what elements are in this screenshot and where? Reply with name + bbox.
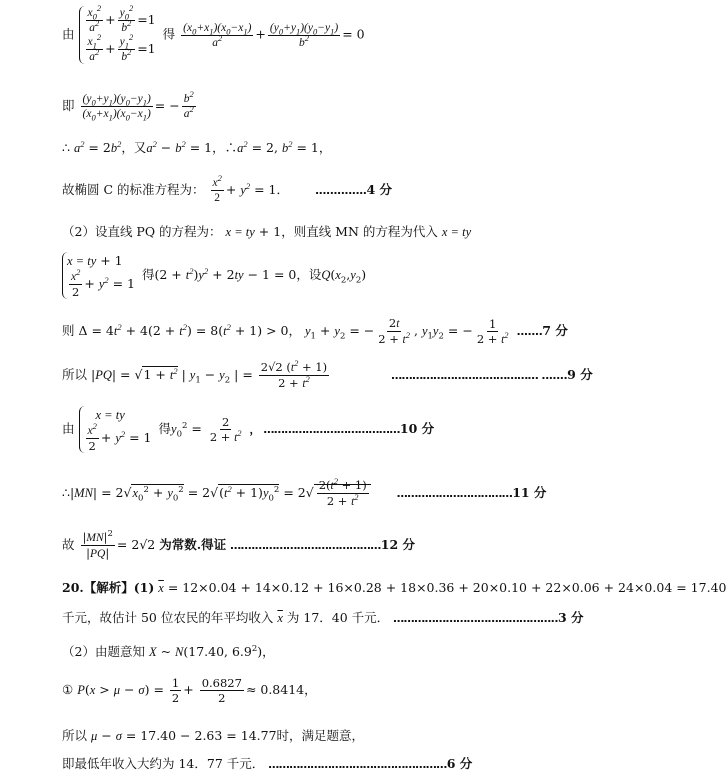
average-value: 为 17．40 千元． [286, 610, 390, 625]
score-7: 7 分 [542, 323, 568, 338]
ellipse-label: 故椭圆 C 的标准方程为： [62, 182, 205, 197]
text-you: 由 [62, 26, 75, 42]
final-answer-text: 即最低年收入大约为 14．77 千元． [62, 756, 265, 771]
part2-text: ，则直线 MN 的方程为代入 [281, 224, 438, 239]
conclusion-line: 故 $\frac{|MN|^2}{|PQ|}$ = 2√2 为常数.得证 …….………………………………12 分 [62, 529, 415, 560]
mu-sigma-line: 所以 μ − σ = 17.40 − 2.63 = 14.77时，满足题意， [62, 728, 365, 743]
dots: …………………………………… ....... [391, 369, 568, 382]
score-9: 9 分 [567, 367, 593, 382]
circle-one: ① [62, 682, 74, 697]
score-4: 4 分 [366, 182, 393, 197]
dots: ……………………………………….. [393, 612, 558, 625]
mn-length: ∴|MN| = $2√x_0^2 + y_0^2 = 2√(t^2 + 1)y_0^2 = 2√$ $\frac{2(t^2 + 1)}{2 + t^2}$ ……………………………11 分 [62, 476, 547, 508]
text-suoyi: 所以 [62, 728, 88, 743]
dots: …………………………………………… [268, 758, 447, 771]
text-ze: 则 [62, 323, 75, 338]
therefore-symbol: ∴ [62, 140, 70, 155]
part2-intro: （2）设直线 PQ 的方程为： x = ty + 1，则直线 MN 的方程为代入 x = ty [62, 224, 472, 239]
condition-text: 时，满足题意， [276, 728, 365, 743]
equation-ratio: 即 $\frac{(y_0+y_1)(y_0-y_1)}{(x_0+x_1)(x_0-x_1)}$ = − $\frac{b^2}{a^2}$ [62, 89, 194, 123]
equation-system-1: 由 $\frac{x_0^2}{a^2}$ + $\frac{y_0^2}{b^2}$ =1 $\frac{x_1^2}{a^2}$ + $\frac{y_1^2}{b^2}$ =1 得 $\frac{(x_0+x_1)(x_0-x_1)}{a^2}$ + $\frac{(y_0+y_1)(y_0-y_1)}{b^2}$ = 0 [62, 3, 365, 63]
equation-system-3: 由 x = ty $\frac{x^2}{2}$ + $y^2 = 1$ 得$y_0^2$ = $\frac{2}{2 + t^2}$ ， …………………………………10 分 [62, 408, 435, 453]
problem-20-line: 20.【解析】(1) $\overline{x} = 12\times 0.04 + 14\times 0.12 + 16\times 0.28 + 18\times 0.36 + 20\times 0.10 + 22\times 0.06 + 24\times 0.04 = 17.40$ [62, 580, 726, 595]
score-6: 6 分 [446, 756, 473, 771]
delta-line: 则 $\Delta = 4t^2 + 4(2 + t^2) = 8(t^2 + 1) > 0$， $y_1 + y_2$ = − $\frac{2t}{2 + t^2}$ , $y_1y_2$ = − $\frac{1}{2 + t^2}$ .......7 分 [62, 316, 568, 346]
text-de: 得 [141, 267, 155, 282]
score-12: 12 分 [380, 537, 415, 552]
dots: ， ………………………………… [249, 423, 400, 436]
dots: …………………………… [396, 487, 513, 500]
part2-label: （2）由题意知 [62, 644, 145, 659]
brace-system: $\frac{x_0^2}{a^2}$ + $\frac{y_0^2}{b^2}$ =1 $\frac{x_1^2}{a^2}$ + $\frac{y_1^2}{b^2}$ =1 [79, 6, 156, 64]
average-income-line: 千元，故估计 50 位农民的年平均收入 $\overline{x}$ 为 17．40 千元． ………………………………………..3 分 [62, 610, 584, 625]
part2-label: （2）设直线 PQ 的方程为： [62, 224, 222, 239]
average-text: 千元，故估计 50 位农民的年平均收入 [62, 610, 274, 625]
dots: …….……………………………… [230, 539, 381, 552]
text-you: 由 [62, 421, 75, 436]
text-you-again: ，又 [121, 140, 147, 155]
problem-number: 20. [62, 580, 84, 595]
equation-system-2: x = ty + 1 $\frac{x^2}{2}$ + $y^2 = 1$ 得$(2 + t^2)y^2 + 2ty - 1 = 0$，设$Q(x_2,y_2)$ [62, 252, 366, 299]
score-10: 10 分 [399, 421, 435, 436]
analysis-tag: 【解析】 [83, 580, 134, 595]
final-answer-line [62, 754, 472, 772]
ellipse-equation-line: 故椭圆 C 的标准方程为： $\frac{x^2}{2}$ + $y^2 = 1$． ..............4 分 [62, 173, 393, 204]
text-ji: 即 [62, 98, 75, 113]
text-de: 得 [162, 26, 176, 42]
brace-system: x = ty + 1 $\frac{x^2}{2}$ + $y^2 = 1$ [62, 252, 135, 299]
score-3: 3 分 [558, 610, 584, 625]
dots: ....... [516, 325, 543, 338]
probability-line: ① P(x > μ − σ) = $\frac{1}{2}$ + $\frac{0.6827}{2}$ ≈ 0.8414， [62, 676, 317, 705]
part-label: (1) [133, 580, 155, 595]
pq-length: 所以 $|PQ| = √1 + t^2$ | $y_1 - y_2$ | = $\frac{2√2 (t^2 + 1)}{2 + t^2}$ …………………………………… .......9 分 [62, 358, 593, 390]
equation-a-b: ∴ $a^2 = 2b^2$，又$a^2 - b^2 = 1$，$\therefore a^2 = 2$, $b^2 = 1$， [62, 138, 332, 155]
brace-system: x = ty $\frac{x^2}{2}$ + $y^2 = 1$ [79, 406, 152, 453]
dots: .............. [314, 184, 367, 197]
constant-text: 为常数.得证 [159, 537, 227, 552]
text-therefore: ，∴ [212, 140, 238, 155]
normal-distribution-line: （2）由题意知 X ~ N(17.40, $6.9^2$)， [62, 643, 275, 659]
text-de: 得 [158, 421, 171, 436]
text-gu: 故 [62, 537, 75, 552]
text-set: ，设 [296, 267, 322, 282]
text-suoyi: 所以 [62, 367, 88, 382]
score-11: 11 分 [512, 485, 547, 500]
